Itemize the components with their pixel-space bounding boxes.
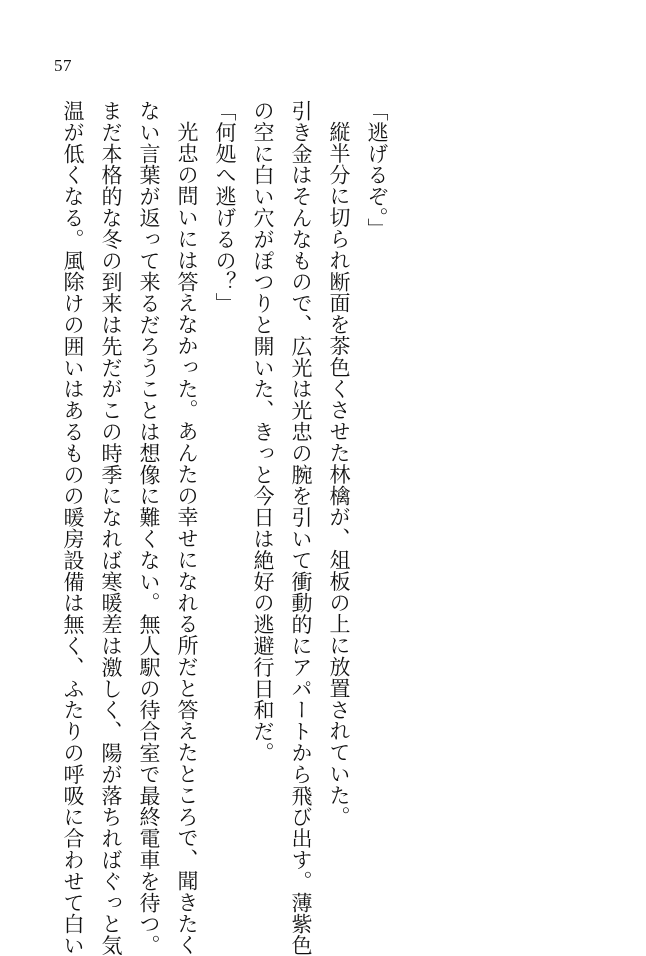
paragraph-line: ない言葉が返って来るだろうことは想像に難くない。無人駅の待合室で最終電車を待つ。 (137, 100, 161, 956)
paragraph-line: まだ本格的な冬の到来は先だがこの時季になれば寒暖差は激しく、陽が落ちればぐっと気 (99, 100, 123, 956)
paragraph-line: 縦半分に切られ断面を茶色くさせた林檎が、俎板の上に放置されていた。 (327, 121, 351, 828)
dialogue-line: 「何処へ逃げるの？」 (213, 100, 237, 314)
paragraph-line: 引き金はそんなもので、広光は光忠の腕を引いて衝動的にアパートから飛び出す。薄紫色 (289, 100, 313, 956)
paragraph-line: 温が低くなる。風除けの囲いはあるものの暖房設備は無く、ふたりの呼吸に合わせて白い (61, 100, 85, 956)
page-number: 57 (54, 56, 72, 75)
paragraph-line: 光忠の問いには答えなかった。あんたの幸せになれる所だと答えたところで、聞きたく (175, 121, 199, 956)
vertical-text-body (54, 100, 396, 956)
dialogue-line: 「逃げるぞ。」 (365, 100, 389, 240)
paragraph-line: の空に白い穴がぽつりと開いた、きっと今日は絶好の逃避行日和だ。 (251, 100, 275, 764)
